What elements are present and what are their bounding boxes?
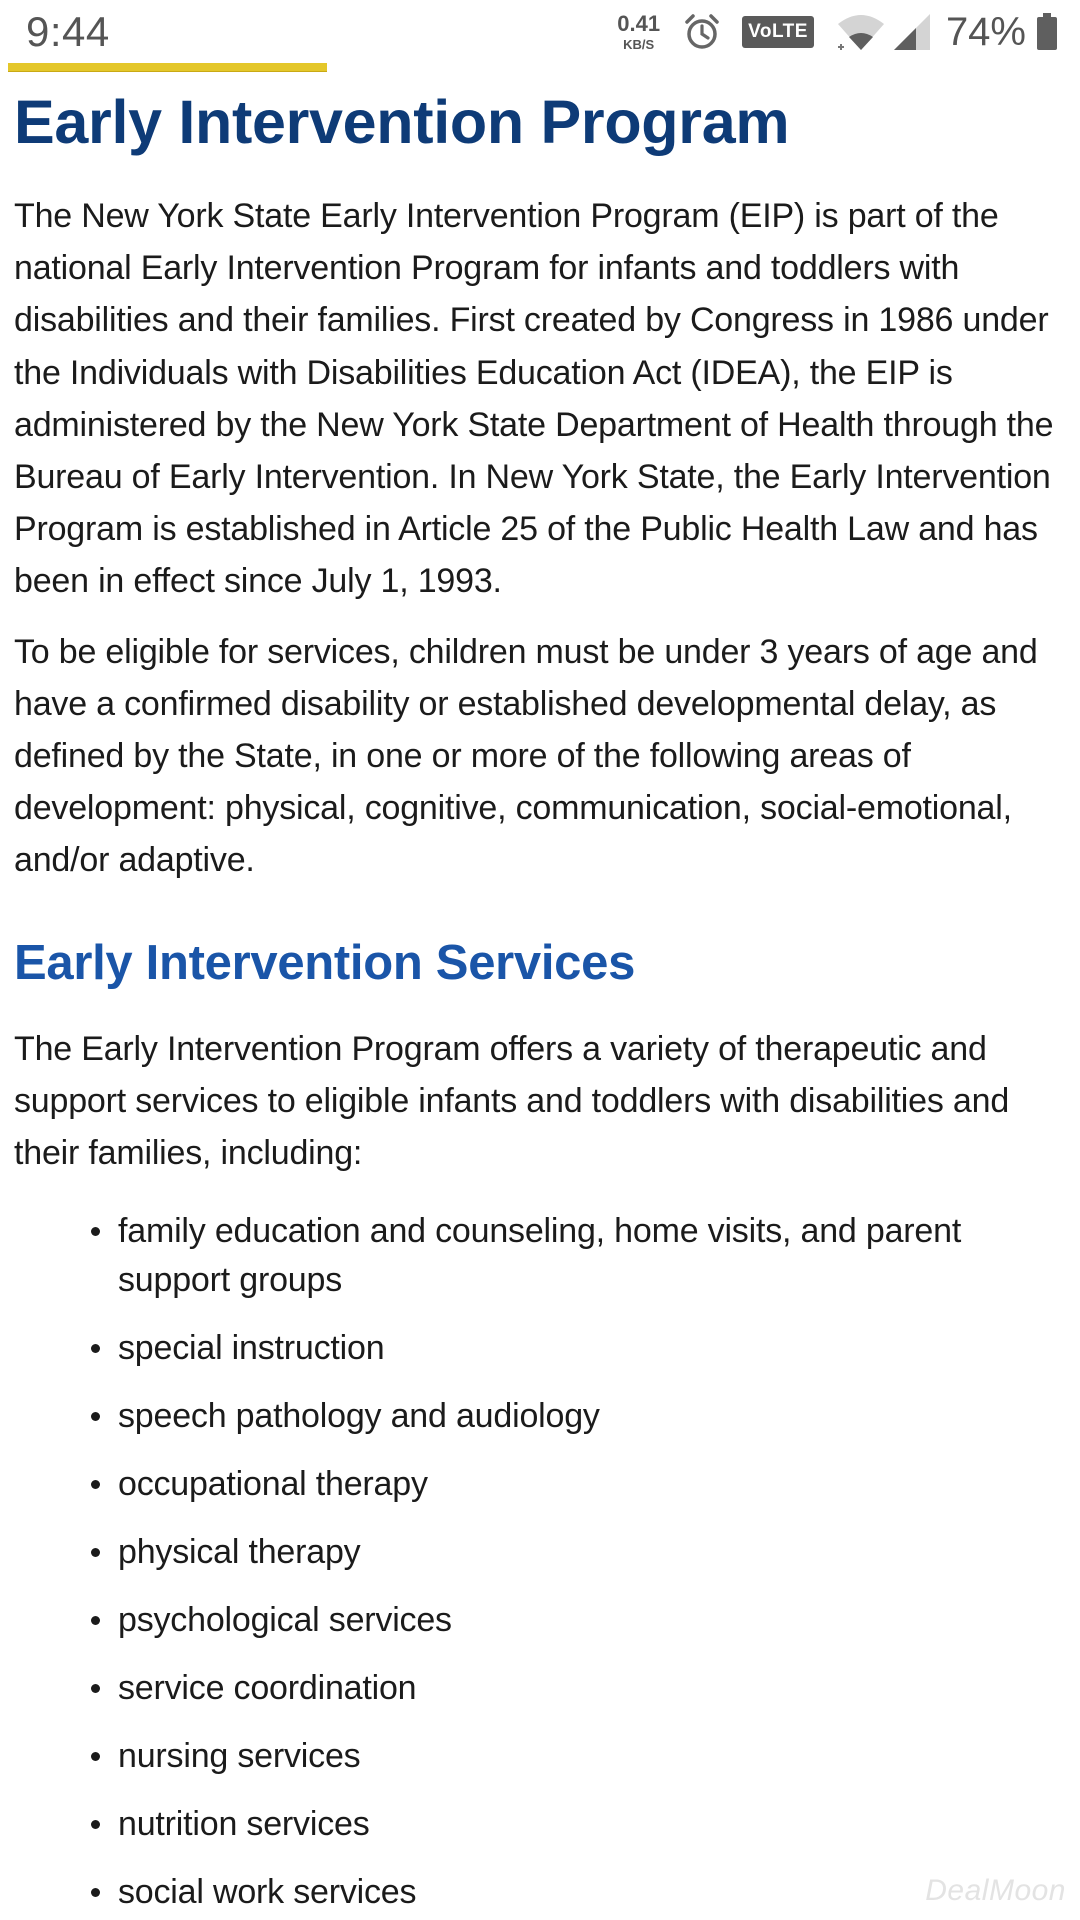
bullet-icon [91,1412,100,1421]
services-list [14,1207,1070,1917]
list-item [118,1528,1070,1577]
bullet-icon [91,1344,100,1353]
watermark: DealMoon [925,1874,1066,1907]
volte-icon: VoLTE [742,16,814,48]
list-item [118,1732,1070,1781]
bullet-icon [91,1888,100,1897]
page-title: Early Intervention Program [14,88,790,156]
list-item-text: family education and counseling, home visits, and parent support groups [118,1212,962,1300]
network-speed-value: 0.41 [617,11,661,36]
bullet-icon [91,1616,100,1625]
list-item-text: nursing services [118,1737,361,1776]
list-item [118,1664,1070,1713]
list-item [118,1392,1070,1441]
bullet-icon [91,1820,100,1829]
section-title-services: Early Intervention Services [14,935,636,990]
bullet-icon [91,1480,100,1489]
services-intro-paragraph: The Early Intervention Program offers a variety of therapeutic and support services to eligible infants and toddlers with disabilities and their families, including: [14,1029,1010,1173]
list-item-text: special instruction [118,1329,385,1368]
status-time: 9:44 [26,8,110,55]
network-speed [617,13,660,51]
alarm-icon [682,12,722,52]
page-load-progress [8,63,1072,71]
battery-percent: 74% [945,9,1026,54]
intro-paragraph: The New York State Early Intervention Program (EIP) is part of the national Early Intervention Program for infants and toddlers with disabilities and their families. First created by Congress in 1986 under the Individuals with Disabilities Education Act (IDEA), the EIP is administered by the New York State Department of Health through the Bureau of Early Intervention. In New York State, the Early Intervention Program is established in Article 25 of the Public Health Law and has been in effect since July 1, 1993. [14,197,1054,601]
list-item [118,1207,1070,1305]
list-item [118,1596,1070,1645]
page-load-progress-fill [8,63,327,72]
list-item-text: nutrition services [118,1805,370,1844]
status-icons [617,6,1058,58]
bullet-icon [91,1227,100,1236]
eligibility-paragraph: To be eligible for services, children must be under 3 years of age and have a confirmed disability or established developmental delay, as defined by the State, in one or more of the following areas of development: physical, cognitive, communication, social-emotional, and/or adaptive. [14,632,1038,880]
list-item-text: service coordination [118,1669,417,1708]
battery-icon [1036,13,1058,51]
article-content [14,84,1070,1920]
list-item-text: physical therapy [118,1533,361,1572]
list-item-text: psychological services [118,1601,452,1640]
list-item [118,1800,1070,1849]
list-item-text: occupational therapy [118,1465,428,1504]
list-item-text: social work services [118,1873,417,1912]
signal-icon [892,12,932,52]
network-speed-unit: KB/S [623,37,655,52]
bullet-icon [91,1684,100,1693]
bullet-icon [91,1548,100,1557]
status-bar [0,0,1080,66]
list-item [118,1460,1070,1509]
wifi-icon [836,12,886,52]
list-item-text: speech pathology and audiology [118,1397,600,1436]
bullet-icon [91,1752,100,1761]
list-item [118,1324,1070,1373]
